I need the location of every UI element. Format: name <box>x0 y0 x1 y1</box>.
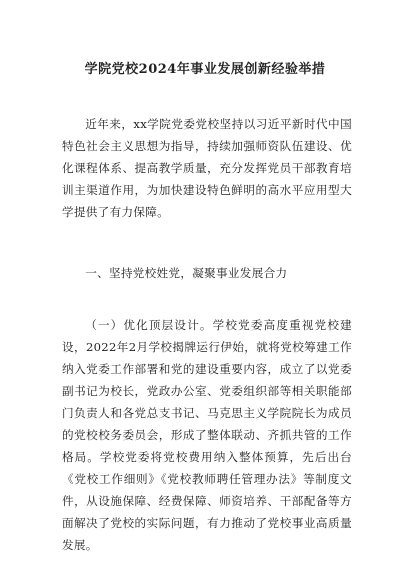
document-title: 学院党校2024年事业发展创新经验举措 <box>84 62 326 77</box>
section-paragraph: （一）优化顶层设计。学校党委高度重视党校建设，2022年2月学校揭牌运行伊始，就将党校筹建工作纳入党委工作部署和党的建设重要内容，成立了以党委副书记为校长，党政办公室、党委组织部等相关职能部门负责人和各党总支书记、马克思主义学院院长为成员的党校校务委员会，形成了整体联动、齐抓共管的工作格局。学校党委将党校费用纳入整体预算，先后出台《党校工作细则》《党校教师聘任管理办法》等制度文件，从设施保障、经费保障、师资培养、干部配备等方面解决了党校的实际问题，有力推动了党校事业高质量发展。 <box>62 318 352 552</box>
section-heading: 一、坚持党校姓党，凝聚事业发展合力 <box>85 266 288 280</box>
intro-paragraph: 近年来，xx学院党委党校坚持以习近平新时代中国特色社会主义思想为指导，持续加强师资队伍建设、优化课程体系、提高教学质量，充分发挥党员干部教育培训主渠道作用，为加快建设特色鲜明的高水平应用型大学提供了有力保障。 <box>62 117 352 219</box>
